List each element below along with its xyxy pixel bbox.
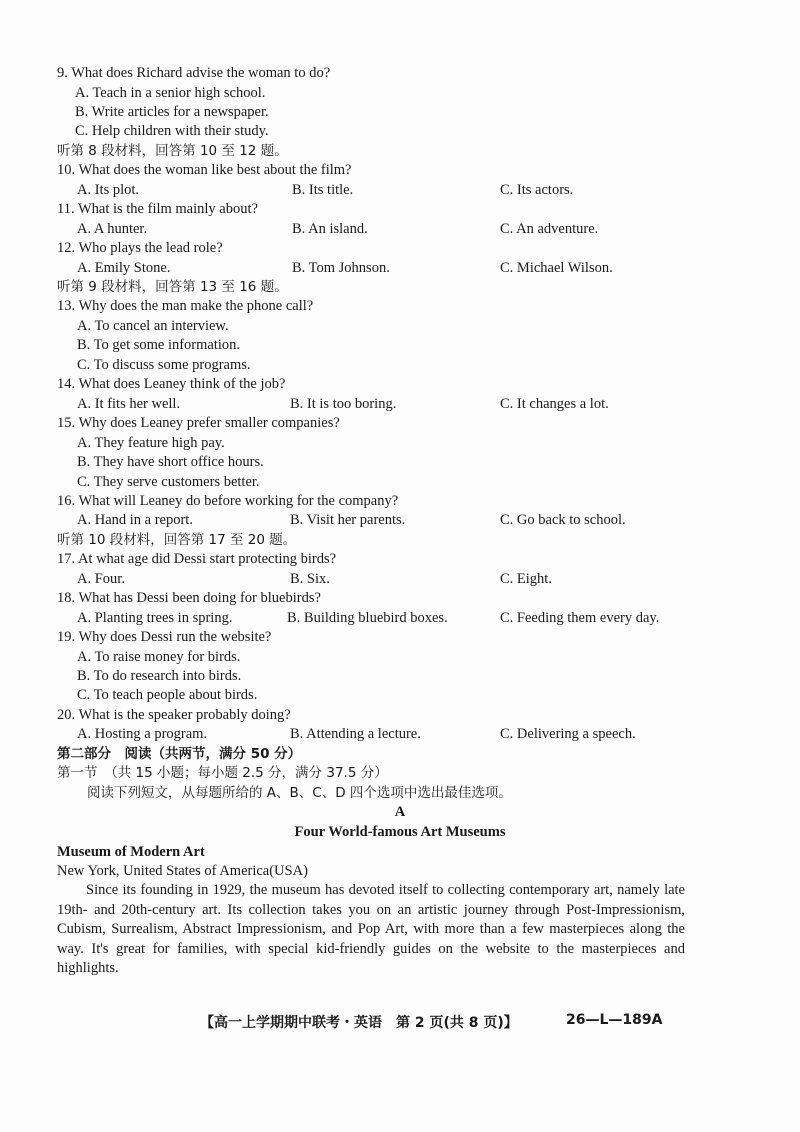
question-16-option-a: A. Hand in a report. <box>77 512 193 528</box>
question-19-stem: 19. Why does Dessi run the website? <box>57 629 272 645</box>
section-1-heading: 第一节 （共 15 小题；每小题 2.5 分，满分 37.5 分） <box>57 765 388 781</box>
passage-letter: A <box>394 804 406 820</box>
passage-title: Four World-famous Art Museums <box>294 824 506 840</box>
question-12-option-a: A. Emily Stone. <box>77 260 171 276</box>
question-12-option-b: B. Tom Johnson. <box>292 260 390 276</box>
question-9-stem: 9. What does Richard advise the woman to do? <box>57 65 331 81</box>
question-16-stem: 16. What will Leaney do before working for the company? <box>57 493 399 509</box>
museum-name: Museum of Modern Art <box>57 844 205 860</box>
question-13-option-b: B. To get some information. <box>77 337 241 353</box>
question-20-option-a: A. Hosting a program. <box>77 726 208 742</box>
question-10-stem: 10. What does the woman like best about the film? <box>57 162 352 178</box>
question-18-option-c: C. Feeding them every day. <box>500 610 660 626</box>
instruction-section-8: 听第 8 段材料，回答第 10 至 12 题。 <box>57 143 288 159</box>
question-17-option-b: B. Six. <box>290 571 330 587</box>
question-11-option-b: B. An island. <box>292 221 368 237</box>
question-18-option-b: B. Building bluebird boxes. <box>287 610 448 626</box>
question-12-option-c: C. Michael Wilson. <box>500 260 613 276</box>
question-9-option-a: A. Teach in a senior high school. <box>75 85 266 101</box>
part-2-heading: 第二部分 阅读（共两节，满分 50 分） <box>57 746 302 762</box>
question-17-option-c: C. Eight. <box>500 571 552 587</box>
question-14-option-b: B. It is too boring. <box>290 396 397 412</box>
question-15-option-a: A. They feature high pay. <box>77 435 225 451</box>
question-20-option-c: C. Delivering a speech. <box>500 726 636 742</box>
question-11-stem: 11. What is the film mainly about? <box>57 201 258 217</box>
question-15-option-c: C. They serve customers better. <box>77 474 260 490</box>
question-11-option-c: C. An adventure. <box>500 221 599 237</box>
museum-description: Since its founding in 1929, the museum has devoted itself to collecting contemporary art, namely late 19th- and 20th-century art. Its collection takes you on an artistic journey through Post-Impressionism, Cubism, Surrealism, Abstract Impressionism, and Pop Art, with more than a few masterpieces along the way. It's great for families, with special kid-friendly guides on the website to the masterpieces and highlights. <box>57 882 685 976</box>
question-10-option-b: B. Its title. <box>292 182 354 198</box>
question-15-option-b: B. They have short office hours. <box>77 454 264 470</box>
question-12-stem: 12. Who plays the lead role? <box>57 240 223 256</box>
instruction-section-10: 听第 10 段材料，回答第 17 至 20 题。 <box>57 532 297 548</box>
question-14-stem: 14. What does Leaney think of the job? <box>57 376 286 392</box>
question-16-option-c: C. Go back to school. <box>500 512 626 528</box>
question-14-option-a: A. It fits her well. <box>77 396 181 412</box>
question-19-option-b: B. To do research into birds. <box>77 668 242 684</box>
question-18-option-a: A. Planting trees in spring. <box>77 610 233 626</box>
question-15-stem: 15. Why does Leaney prefer smaller companies? <box>57 415 340 431</box>
question-10-option-c: C. Its actors. <box>500 182 574 198</box>
question-11-option-a: A. A hunter. <box>77 221 148 237</box>
question-13-option-a: A. To cancel an interview. <box>77 318 229 334</box>
question-14-option-c: C. It changes a lot. <box>500 396 609 412</box>
question-17-stem: 17. At what age did Dessi start protecting birds? <box>57 551 337 567</box>
question-10-option-a: A. Its plot. <box>77 182 140 198</box>
question-19-option-c: C. To teach people about birds. <box>77 687 258 703</box>
question-20-option-b: B. Attending a lecture. <box>290 726 421 742</box>
question-18-stem: 18. What has Dessi been doing for bluebirds? <box>57 590 321 606</box>
footer-title: 【高一上学期期中联考・英语 第 2 页(共 8 页)】 <box>200 1015 518 1031</box>
question-19-option-a: A. To raise money for birds. <box>77 649 241 665</box>
question-13-option-c: C. To discuss some programs. <box>77 357 251 373</box>
question-9-option-c: C. Help children with their study. <box>75 123 269 139</box>
museum-location: New York, United States of America(USA) <box>57 863 308 879</box>
instruction-section-9: 听第 9 段材料，回答第 13 至 16 题。 <box>57 279 288 295</box>
question-20-stem: 20. What is the speaker probably doing? <box>57 707 291 723</box>
question-16-option-b: B. Visit her parents. <box>290 512 406 528</box>
footer-code: 26—L—189A <box>566 1012 663 1028</box>
question-13-stem: 13. Why does the man make the phone call? <box>57 298 314 314</box>
question-9-option-b: B. Write articles for a newspaper. <box>75 104 269 120</box>
reading-instruction: 阅读下列短文，从每题所给的 A、B、C、D 四个选项中选出最佳选项。 <box>87 785 512 801</box>
question-17-option-a: A. Four. <box>77 571 125 587</box>
